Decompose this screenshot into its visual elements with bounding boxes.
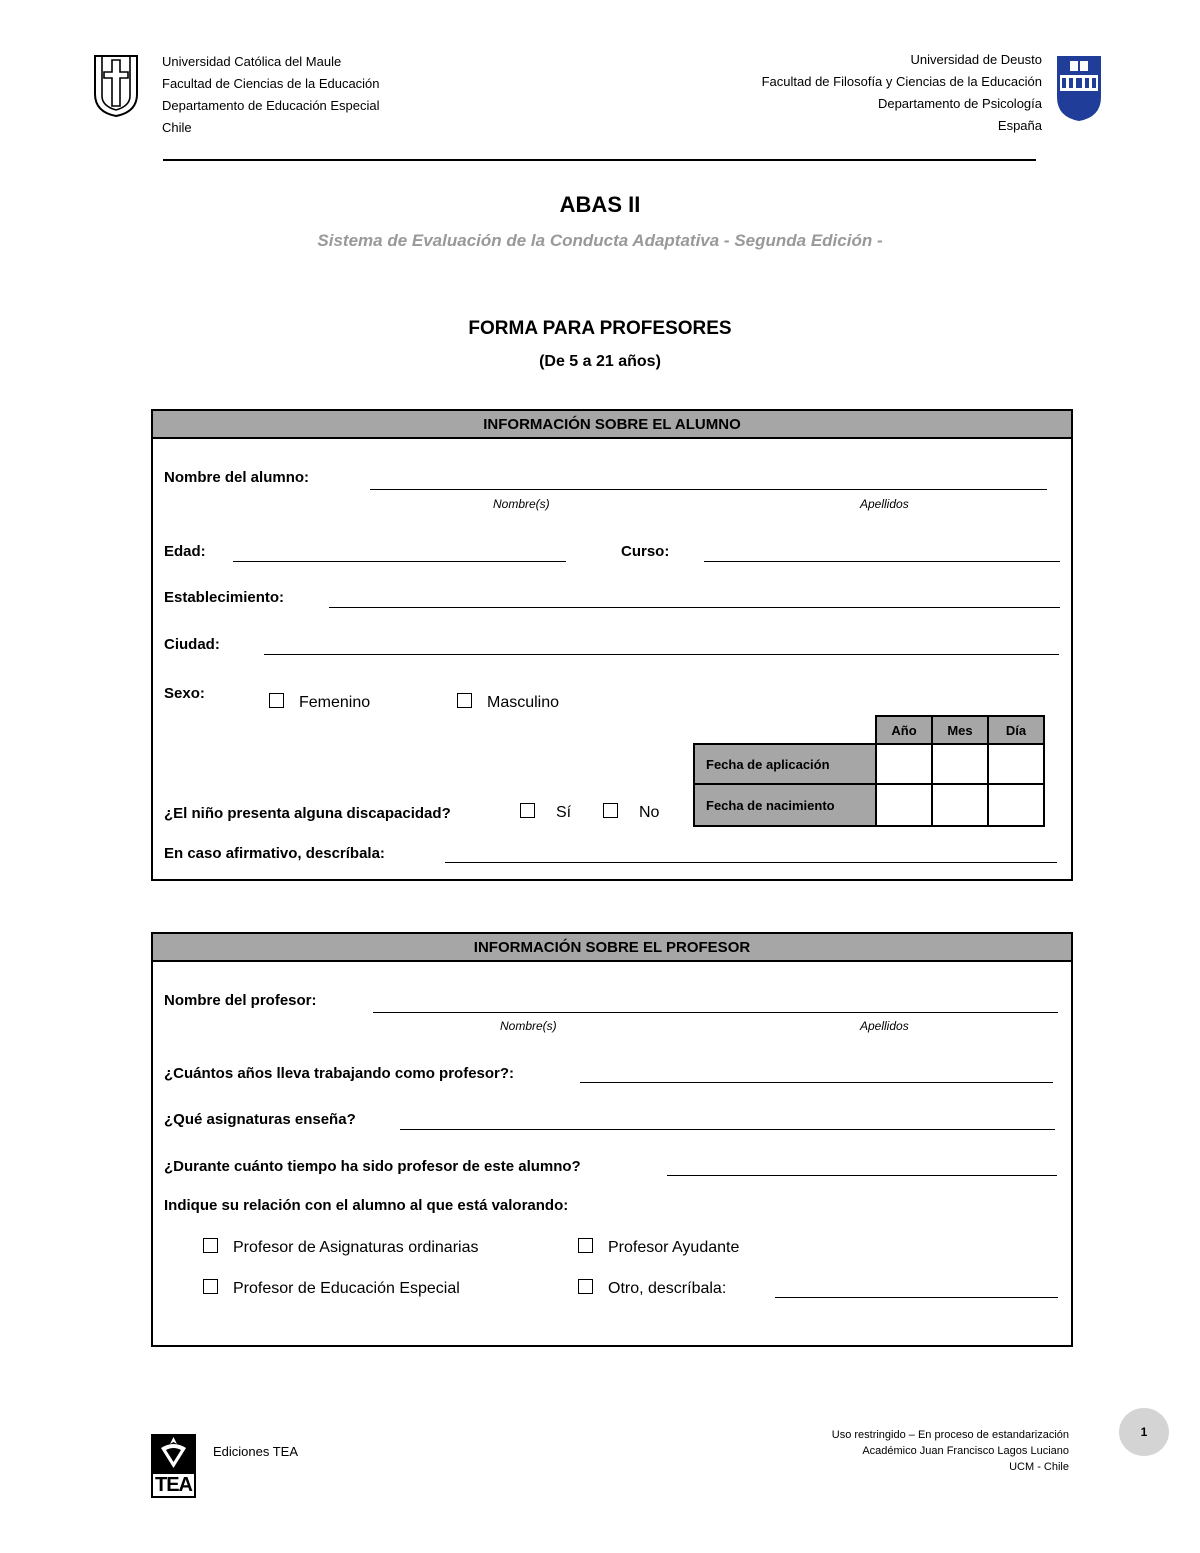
header-right: [762, 49, 1042, 137]
other-relation-label: Otro, descríbala:: [608, 1280, 727, 1297]
years-teaching-question: ¿Cuántos años lleva trabajando como profesor?:: [164, 1065, 515, 1082]
male-checkbox[interactable]: [457, 693, 472, 708]
page-number-badge: [1119, 1408, 1169, 1456]
subjects-question: ¿Qué asignaturas enseña?: [164, 1111, 356, 1128]
disability-no-checkbox[interactable]: [603, 803, 618, 818]
birth-month-cell[interactable]: [932, 784, 988, 826]
disability-yes-label: Sí: [556, 804, 572, 821]
birth-date-label: Fecha de nacimiento: [694, 784, 876, 826]
other-relation-checkbox[interactable]: [578, 1279, 593, 1294]
application-date-label: Fecha de aplicación: [694, 744, 876, 784]
header-right-line: Departamento de Psicología: [877, 96, 1042, 111]
age-field[interactable]: [233, 561, 566, 562]
ordinary-teacher-checkbox[interactable]: [203, 1238, 218, 1253]
header-divider: [163, 159, 1036, 161]
disability-yes-checkbox[interactable]: [520, 803, 535, 818]
day-column-header: Día: [988, 716, 1044, 744]
header-right-line: España: [997, 118, 1042, 133]
footer-right-line: UCM - Chile: [1009, 1461, 1069, 1473]
city-label: Ciudad:: [164, 636, 220, 653]
student-surnames-hint: Apellidos: [860, 497, 909, 511]
duration-field[interactable]: [667, 1175, 1057, 1176]
student-name-field[interactable]: [370, 489, 1047, 490]
student-info-heading: INFORMACIÓN SOBRE EL ALUMNO: [153, 411, 1071, 439]
teacher-name-field[interactable]: [373, 1012, 1058, 1013]
assistant-teacher-checkbox[interactable]: [578, 1238, 593, 1253]
header-left-line: Departamento de Educación Especial: [162, 98, 380, 113]
form-age-range: (De 5 a 21 años): [539, 353, 661, 370]
disability-no-label: No: [639, 804, 660, 821]
disability-describe-field[interactable]: [445, 862, 1057, 863]
tea-logo-text: TEA: [151, 1472, 196, 1498]
page-number: 1: [1140, 1425, 1148, 1439]
ordinary-teacher-label: Profesor de Asignaturas ordinarias: [233, 1239, 479, 1256]
birth-day-cell[interactable]: [988, 784, 1044, 826]
course-label: Curso:: [621, 543, 670, 560]
age-label: Edad:: [164, 543, 206, 560]
disability-question: ¿El niño presenta alguna discapacidad?: [164, 805, 451, 822]
teacher-surnames-hint: Apellidos: [860, 1019, 909, 1033]
header-right-line: Facultad de Filosofía y Ciencias de la Educación: [761, 74, 1042, 89]
header-left: [162, 51, 380, 139]
header-left-line: Universidad Católica del Maule: [162, 54, 342, 69]
city-field[interactable]: [264, 654, 1059, 655]
document-subtitle: Sistema de Evaluación de la Conducta Adaptativa - Segunda Edición -: [317, 231, 883, 250]
header-right-line: Universidad de Deusto: [910, 52, 1042, 67]
month-column-header: Mes: [932, 716, 988, 744]
other-relation-field[interactable]: [775, 1297, 1058, 1298]
female-option-label: Femenino: [299, 694, 371, 711]
birth-year-cell[interactable]: [876, 784, 932, 826]
header-left-line: Chile: [162, 120, 192, 135]
form-title: FORMA PARA PROFESORES: [468, 318, 732, 339]
application-day-cell[interactable]: [988, 744, 1044, 784]
header-left-line: Facultad de Ciencias de la Educación: [162, 76, 380, 91]
teacher-info-heading: INFORMACIÓN SOBRE EL PROFESOR: [153, 934, 1071, 962]
sex-label: Sexo:: [164, 685, 205, 702]
relation-question: Indique su relación con el alumno al que está valorando:: [164, 1197, 569, 1214]
deusto-logo: [1056, 55, 1102, 123]
publisher-name: Ediciones TEA: [213, 1444, 299, 1459]
student-names-hint: Nombre(s): [493, 497, 550, 511]
duration-question: ¿Durante cuánto tiempo ha sido profesor de este alumno?: [164, 1158, 581, 1175]
dates-table: [693, 715, 1045, 827]
footer-right-line: Académico Juan Francisco Lagos Luciano: [862, 1445, 1069, 1457]
male-option-label: Masculino: [487, 694, 560, 711]
school-label: Establecimiento:: [164, 589, 285, 606]
document-title: ABAS II: [559, 192, 641, 217]
special-ed-teacher-label: Profesor de Educación Especial: [233, 1280, 460, 1297]
female-checkbox[interactable]: [269, 693, 284, 708]
student-name-label: Nombre del alumno:: [164, 469, 310, 486]
special-ed-teacher-checkbox[interactable]: [203, 1279, 218, 1294]
disability-describe-label: En caso afirmativo, descríbala:: [164, 845, 385, 862]
tea-logo: [151, 1434, 196, 1498]
ucm-logo: [92, 54, 140, 118]
assistant-teacher-label: Profesor Ayudante: [608, 1239, 740, 1256]
tea-logo-emblem: [151, 1434, 196, 1472]
year-column-header: Año: [876, 716, 932, 744]
teacher-names-hint: Nombre(s): [500, 1019, 557, 1033]
years-teaching-field[interactable]: [580, 1082, 1053, 1083]
footer-right-line: Uso restringido – En proceso de estandarización: [831, 1429, 1069, 1441]
school-field[interactable]: [329, 607, 1060, 608]
footer-right: [832, 1427, 1069, 1475]
course-field[interactable]: [704, 561, 1060, 562]
application-month-cell[interactable]: [932, 744, 988, 784]
subjects-field[interactable]: [400, 1129, 1055, 1130]
application-year-cell[interactable]: [876, 744, 932, 784]
teacher-name-label: Nombre del profesor:: [164, 992, 317, 1009]
